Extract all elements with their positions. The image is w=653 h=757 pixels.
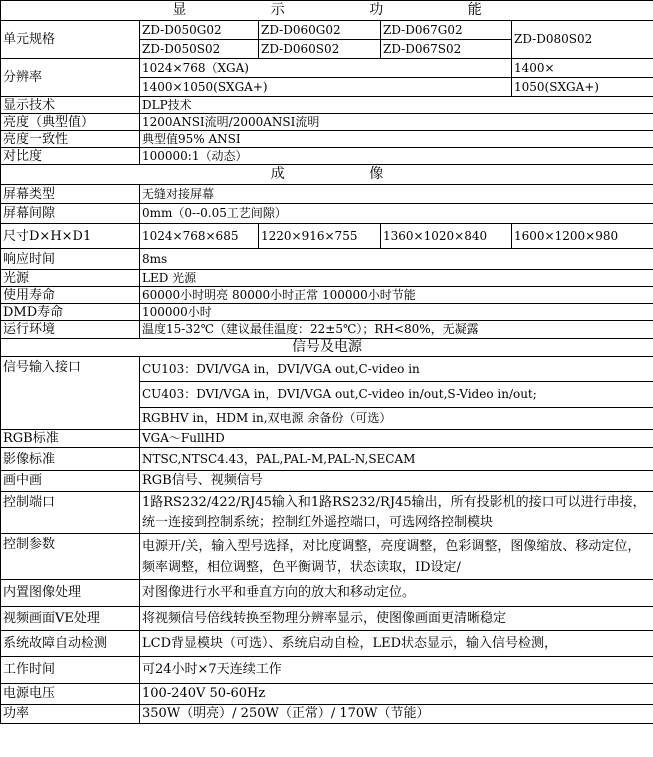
row-label-size: 尺寸D×H×D1 xyxy=(1,224,140,249)
size-cell: 1600×1200×980 xyxy=(512,224,653,249)
model-cell: ZD-D050G02 xyxy=(140,21,259,40)
voltage-value: 100-240V 50-60Hz xyxy=(140,684,653,705)
row-label-input: 信号输入接口 xyxy=(1,357,140,430)
response-value: 8ms xyxy=(140,249,653,270)
row-label-screen: 屏幕类型 xyxy=(1,185,140,204)
row-label-work-time: 工作时间 xyxy=(1,657,140,684)
input-value-2: CU403：DVI/VGA in，DVI/VGA out,C-video in/out,S-Video in/out; xyxy=(140,382,653,408)
size-cell: 1024×768×685 xyxy=(140,224,259,249)
row-label-resolution: 分辨率 xyxy=(1,59,140,97)
row-label-life: 使用寿命 xyxy=(1,287,140,304)
screen-value: 无缝对接屏幕 xyxy=(140,185,653,204)
brightness-value: 1200ANSI流明/2000ANSI流明 xyxy=(140,114,653,131)
input-value-1: CU103：DVI/VGA in，DVI/VGA out,C-video in xyxy=(140,357,653,382)
pip-value: RGB信号、视频信号 xyxy=(140,471,653,492)
contrast-value: 100000:1（动态） xyxy=(140,148,653,165)
row-label-voltage: 电源电压 xyxy=(1,684,140,705)
video-value: NTSC,NTSC4.43，PAL,PAL-M,PAL-N,SECAM xyxy=(140,448,653,471)
row-label-contrast: 对比度 xyxy=(1,148,140,165)
resolution-2: 1400×1050(SXGA+) xyxy=(140,78,512,97)
power-value: 350W（明亮）/ 250W（正常）/ 170W（节能） xyxy=(140,705,653,724)
work-time-value: 可24小时×7天连续工作 xyxy=(140,657,653,684)
row-label-control-param: 控制参数 xyxy=(1,534,140,580)
env-value: 温度15-32℃（建议最佳温度：22±5℃）；RH<80%，无凝露 xyxy=(140,321,653,339)
row-label-video: 影像标准 xyxy=(1,448,140,471)
section-title-signal: 信号及电源 xyxy=(1,339,653,357)
row-label-rgb: RGB标准 xyxy=(1,430,140,448)
processing-value: 对图像进行水平和垂直方向的放大和移动定位。 xyxy=(140,580,653,607)
resolution-1: 1024×768（XGA) xyxy=(140,59,512,78)
model-cell: ZD-D080S02 xyxy=(512,21,653,59)
model-cell: ZD-D067S02 xyxy=(381,40,512,59)
row-label-env: 运行环境 xyxy=(1,321,140,339)
row-label-response: 响应时间 xyxy=(1,249,140,270)
ve-value: 将视频信号倍线转换至物理分辨率显示，使图像画面更清晰稳定 xyxy=(140,607,653,631)
row-label-dmd: DMD寿命 xyxy=(1,304,140,321)
row-label-diagnostics: 系统故障自动检测 xyxy=(1,631,140,657)
row-label-power: 功率 xyxy=(1,705,140,724)
tech-value: DLP技术 xyxy=(140,97,653,114)
model-cell: ZD-D060S02 xyxy=(259,40,381,59)
row-label-processing: 内置图像处理 xyxy=(1,580,140,607)
gap-value: 0mm（0--0.05工艺间隙） xyxy=(140,204,653,224)
row-label-light: 光源 xyxy=(1,270,140,287)
size-cell: 1360×1020×840 xyxy=(381,224,512,249)
row-label-brightness: 亮度（典型值） xyxy=(1,114,140,131)
rgb-value: VGA～FullHD xyxy=(140,430,653,448)
resolution-right-1: 1400× xyxy=(512,59,653,78)
row-label-gap: 屏幕间隙 xyxy=(1,204,140,224)
life-value: 60000小时明亮 80000小时正常 100000小时节能 xyxy=(140,287,653,304)
row-label-model: 单元规格 xyxy=(1,21,140,59)
size-cell: 1220×916×755 xyxy=(259,224,381,249)
control-param-value: 电源开/关，输入型号选择，对比度调整，亮度调整，色彩调整，图像缩放、移动定位，频率调整，相位调整，色平衡调节，状态读取，ID设定/ xyxy=(140,534,653,580)
uniformity-value: 典型值95% ANSI xyxy=(140,131,653,148)
diagnostics-value: LCD背显模块（可选）、系统启动自检，LED状态显示，输入信号检测， xyxy=(140,631,653,657)
model-cell: ZD-D067G02 xyxy=(381,21,512,40)
row-label-pip: 画中画 xyxy=(1,471,140,492)
row-label-control-port: 控制端口 xyxy=(1,492,140,534)
section-title-imaging: 成 像 xyxy=(1,165,653,185)
model-cell: ZD-D050S02 xyxy=(140,40,259,59)
model-cell: ZD-D060G02 xyxy=(259,21,381,40)
input-value-3: RGBHV in，HDM in,双电源 余备份（可选） xyxy=(140,408,653,430)
control-port-value: 1路RS232/422/RJ45输入和1路RS232/RJ45输出，所有投影机的接口可以进行串接，统一连接到控制系统；控制红外遥控端口，可选网络控制模块 xyxy=(140,492,653,534)
light-value: LED 光源 xyxy=(140,270,653,287)
row-label-tech: 显示技术 xyxy=(1,97,140,114)
resolution-right-2: 1050(SXGA+) xyxy=(512,78,653,97)
row-label-ve: 视频画面VE处理 xyxy=(1,607,140,631)
section-title-display: 显 示 功 能 xyxy=(1,1,653,21)
dmd-value: 100000小时 xyxy=(140,304,653,321)
row-label-uniformity: 亮度一致性 xyxy=(1,131,140,148)
